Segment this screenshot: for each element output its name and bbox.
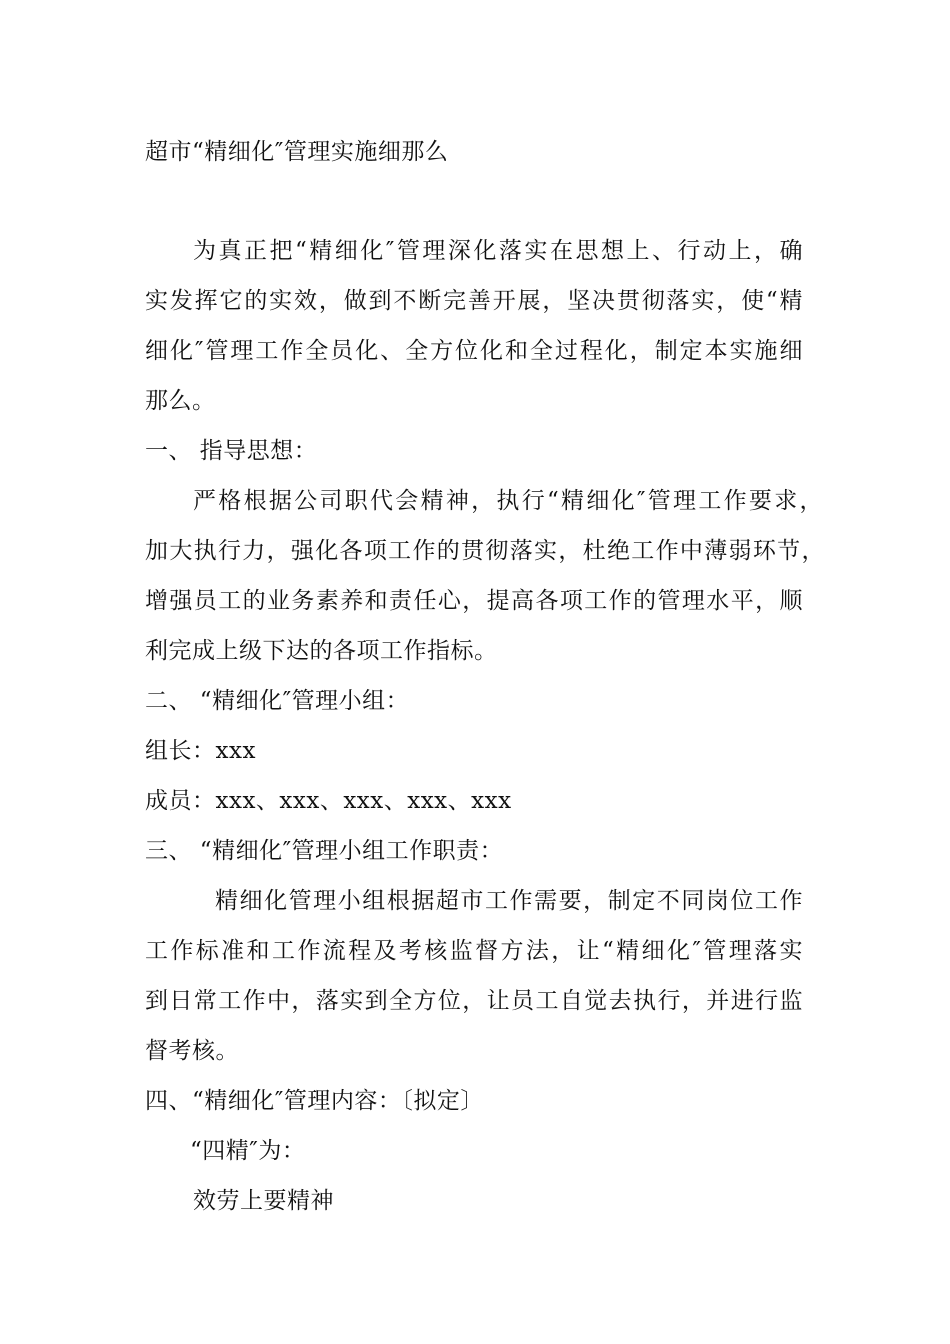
document-title: 超市“精细化″管理实施细那么 [145,139,449,165]
section-1-heading: 一、 指导思想： [145,438,318,464]
intro-line-2: 实发挥它的实效，做到不断完善开展，坚决贯彻落实，使“精 [145,288,803,314]
intro-line-1: 为真正把“精细化″管理深化落实在思想上、行动上，确 [193,238,803,264]
section-3-line-1: 精细化管理小组根据超市工作需要，制定不同岗位工作 [215,888,803,914]
section-1-line-3: 增强员工的业务素养和责任心，提高各项工作的管理水平，顺 [145,588,803,614]
section-3-line-4: 督考核。 [145,1038,239,1064]
group-members: 成员：xxx、xxx、xxx、xxx、xxx [145,788,512,814]
section-1-line-1: 严格根据公司职代会精神，执行“精细化″管理工作要求， [193,488,823,514]
intro-line-4: 那么。 [145,388,216,414]
section-4-subheading: “四精″为： [190,1138,306,1164]
section-4-item-1: 效劳上要精神 [193,1188,334,1214]
section-1-line-2: 加大执行力，强化各项工作的贯彻落实，杜绝工作中薄弱环节， [145,538,825,564]
section-1-line-4: 利完成上级下达的各项工作指标。 [145,638,498,664]
intro-line-3: 细化″管理工作全员化、全方位化和全过程化，制定本实施细 [145,338,803,364]
section-3-heading: 三、 “精细化″管理小组工作职责： [145,838,504,864]
group-leader: 组长：xxx [145,738,256,764]
section-2-heading: 二、 “精细化″管理小组： [145,688,410,714]
section-3-line-2: 工作标准和工作流程及考核监督方法，让“精细化″管理落实 [145,938,803,964]
section-4-heading: 四、“精细化″管理内容：〔拟定〕 [145,1088,484,1114]
section-3-line-3: 到日常工作中，落实到全方位，让员工自觉去执行，并进行监 [145,988,803,1014]
